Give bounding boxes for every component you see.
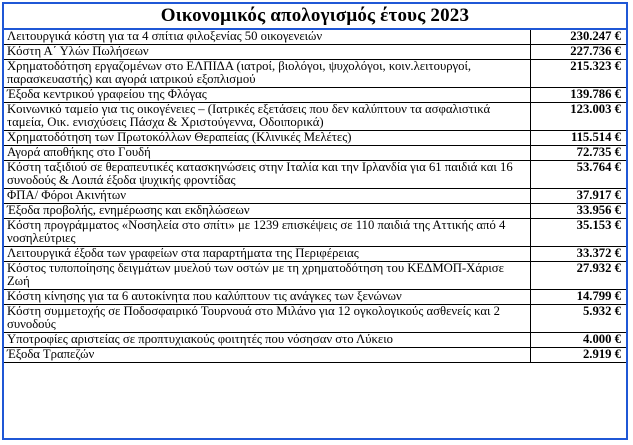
table-row bbox=[4, 45, 626, 60]
expense-description: Κοινωνικό ταμείο για τις οικογένειες – (Ιατρικές εξετάσεις που δεν καλύπτουν τα ασφαλιστικά ταμεία, Οικ. ενισχύσεις Πάσχα & Χριστούγεννα, Οδοιπορικά) bbox=[4, 103, 530, 131]
table-row bbox=[4, 348, 626, 363]
table-row bbox=[4, 60, 626, 88]
table-row bbox=[4, 103, 626, 131]
table-row bbox=[4, 247, 626, 262]
table-row bbox=[4, 333, 626, 348]
expense-table bbox=[4, 30, 626, 363]
expense-amount: 35.153 € bbox=[530, 219, 626, 247]
expense-amount: 14.799 € bbox=[530, 290, 626, 305]
expense-amount: 4.000 € bbox=[530, 333, 626, 348]
expense-amount: 215.323 € bbox=[530, 60, 626, 88]
expense-description: Λειτουργικά κόστη για τα 4 σπίτια φιλοξενίας 50 οικογενειών bbox=[4, 30, 530, 45]
expense-amount: 5.932 € bbox=[530, 305, 626, 333]
expense-description: Χρηματοδότηση εργαζομένων στο ΕΛΠΙΔΑ (ιατροί, βιολόγοι, ψυχολόγοι, κοιν.λειτουργοί, παρασκευαστής) και αγορά ιατρικού εξοπλισμού bbox=[4, 60, 530, 88]
title-box bbox=[4, 4, 626, 30]
expense-description: Χρηματοδότηση των Πρωτοκόλλων Θεραπείας (Κλινικές Μελέτες) bbox=[4, 131, 530, 146]
expense-amount: 123.003 € bbox=[530, 103, 626, 131]
expense-amount: 27.932 € bbox=[530, 262, 626, 290]
table-row bbox=[4, 290, 626, 305]
expense-description: Έξοδα Τραπεζών bbox=[4, 348, 530, 363]
table-row bbox=[4, 30, 626, 45]
expense-description: Λειτουργικά έξοδα των γραφείων στα παραρτήματα της Περιφέρειας bbox=[4, 247, 530, 262]
expense-amount: 33.956 € bbox=[530, 204, 626, 219]
expense-description: Έξοδα κεντρικού γραφείου της Φλόγας bbox=[4, 88, 530, 103]
table-row bbox=[4, 88, 626, 103]
expense-amount: 2.919 € bbox=[530, 348, 626, 363]
expense-amount: 227.736 € bbox=[530, 45, 626, 60]
expense-description: Έξοδα προβολής, ενημέρωσης και εκδηλώσεων bbox=[4, 204, 530, 219]
expense-description: Κόστος τυποποίησης δειγμάτων μυελού των οστών με τη χρηματοδότηση του ΚΕΔΜΟΠ-Χάρισε Ζωή bbox=[4, 262, 530, 290]
table-row bbox=[4, 204, 626, 219]
expense-amount: 115.514 € bbox=[530, 131, 626, 146]
expense-amount: 33.372 € bbox=[530, 247, 626, 262]
expense-amount: 230.247 € bbox=[530, 30, 626, 45]
expense-description: Αγορά αποθήκης στο Γουδή bbox=[4, 146, 530, 161]
expense-description: Υποτροφίες αριστείας σε προπτυχιακούς φοιτητές που νόσησαν στο Λύκειο bbox=[4, 333, 530, 348]
expense-amount: 72.735 € bbox=[530, 146, 626, 161]
expense-description: Κόστη κίνησης για τα 6 αυτοκίνητα που καλύπτουν τις ανάγκες των ξενώνων bbox=[4, 290, 530, 305]
expense-description: Κόστη προγράμματος «Νοσηλεία στο σπίτι» με 1239 επισκέψεις σε 110 παιδιά της Αττικής από 4 νοσηλεύτριες bbox=[4, 219, 530, 247]
table-row bbox=[4, 189, 626, 204]
table-row bbox=[4, 305, 626, 333]
expense-description: ΦΠΑ/ Φόροι Ακινήτων bbox=[4, 189, 530, 204]
report-title: Οικονομικός απολογισμός έτους 2023 bbox=[160, 5, 470, 26]
expense-description: Κόστη Α΄ Υλών Πωλήσεων bbox=[4, 45, 530, 60]
table-row bbox=[4, 262, 626, 290]
table-row bbox=[4, 146, 626, 161]
table-row bbox=[4, 219, 626, 247]
report-frame bbox=[2, 2, 628, 440]
table-row bbox=[4, 131, 626, 146]
expense-amount: 53.764 € bbox=[530, 161, 626, 189]
expense-description: Κόστη ταξιδιού σε θεραπευτικές κατασκηνώσεις στην Ιταλία και την Ιρλανδία για 61 παιδιά και 16 συνοδούς & Λοιπά έξοδα ψυχικής φροντίδας bbox=[4, 161, 530, 189]
expense-amount: 37.917 € bbox=[530, 189, 626, 204]
table-row bbox=[4, 161, 626, 189]
expense-description: Κόστη συμμετοχής σε Ποδοσφαιρικό Τουρνουά στο Μιλάνο για 12 ογκολογικούς ασθενείς και 2 συνοδούς bbox=[4, 305, 530, 333]
expense-amount: 139.786 € bbox=[530, 88, 626, 103]
